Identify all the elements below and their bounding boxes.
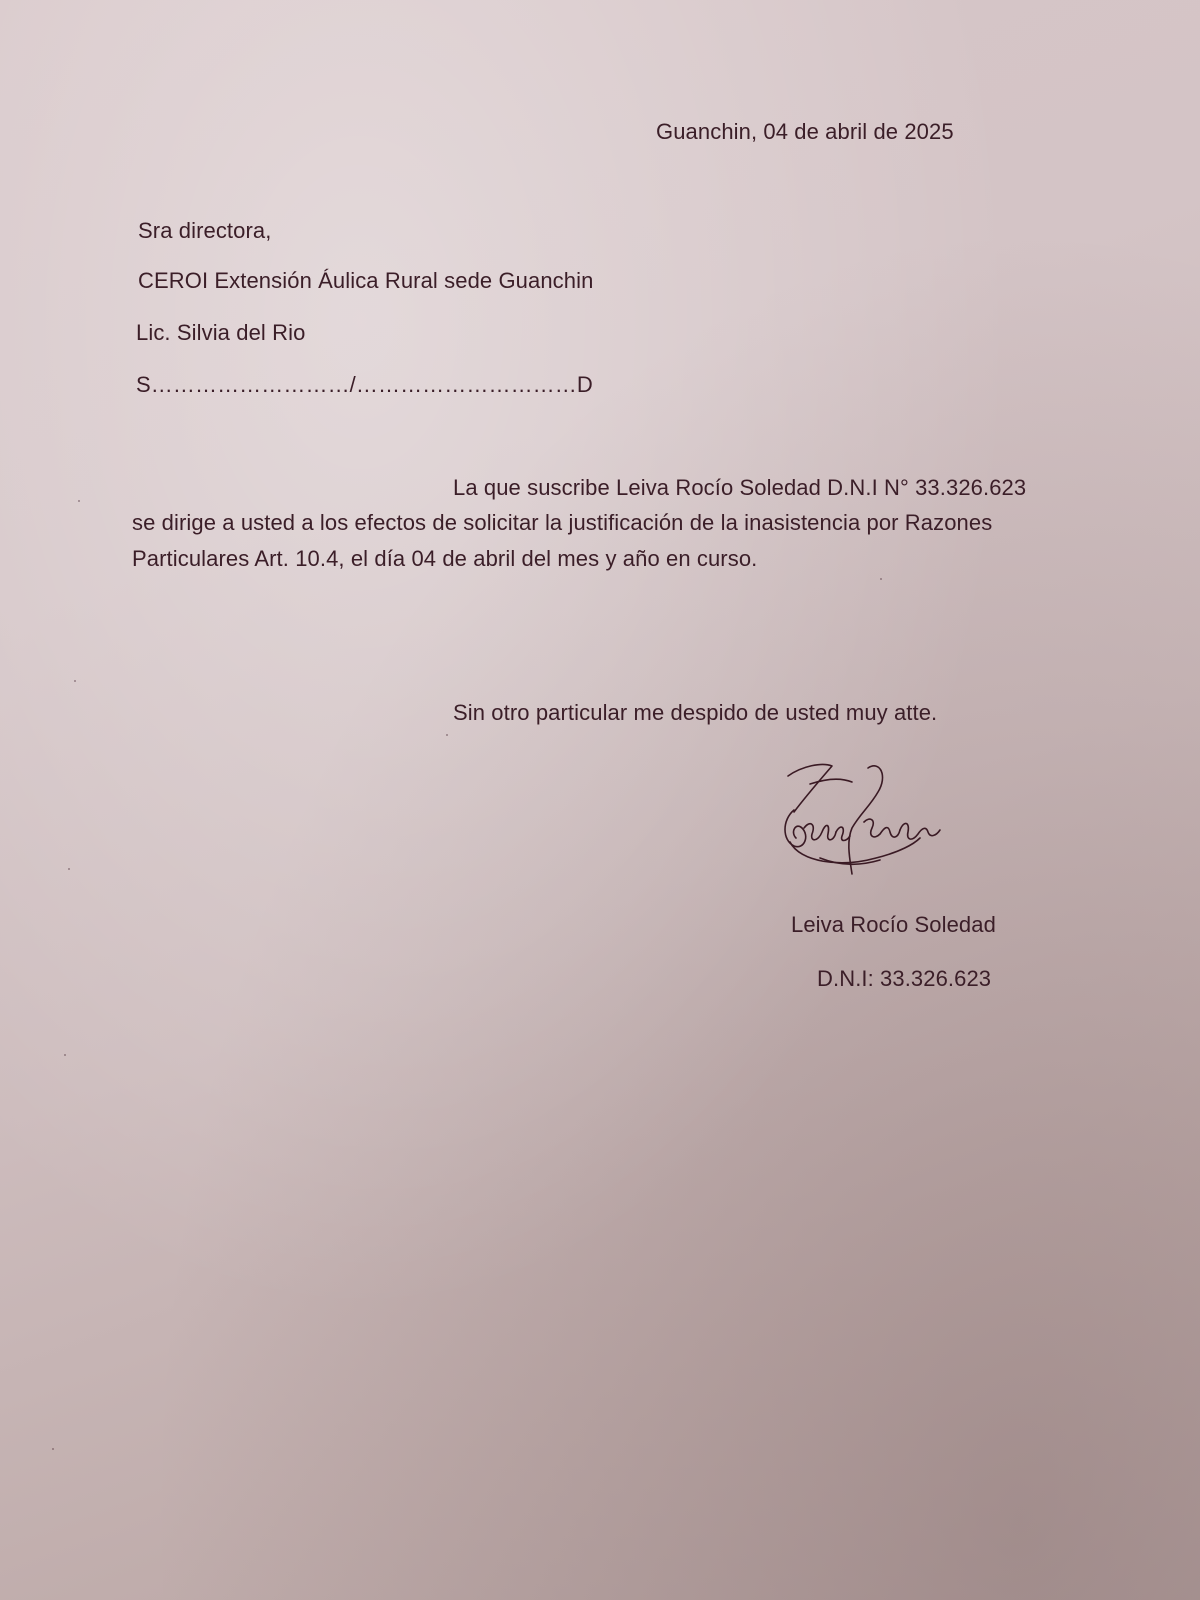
paper-speck [880,578,882,580]
signer-name: Leiva Rocío Soledad [791,912,996,937]
signer-dni: D.N.I: 33.326.623 [817,966,992,991]
paper-speck [78,500,80,502]
letter-date: Guanchin, 04 de abril de 2025 [656,119,954,144]
paper-speck [446,734,448,736]
paper-speck [74,680,76,682]
handwritten-signature [780,762,950,892]
body-line-1: La que suscribe Leiva Rocío Soledad D.N.I N° 33.326.623 [453,475,1027,500]
body-line-2: se dirige a usted a los efectos de solicitar la justificación de la inasistencia por Razones [132,510,993,535]
paper-speck [64,1054,66,1056]
paper-speck [68,868,70,870]
closing-line: Sin otro particular me despido de usted muy atte. [453,700,938,725]
recipient-salutation: Sra directora, [138,218,272,243]
recipient-sd-line: S………………………/…………………………D [136,372,593,397]
body-line-3: Particulares Art. 10.4, el día 04 de abril del mes y año en curso. [132,546,758,571]
recipient-institution: CEROI Extensión Áulica Rural sede Guanchin [138,268,594,293]
paper-speck [52,1448,54,1450]
recipient-name: Lic. Silvia del Rio [136,320,306,345]
